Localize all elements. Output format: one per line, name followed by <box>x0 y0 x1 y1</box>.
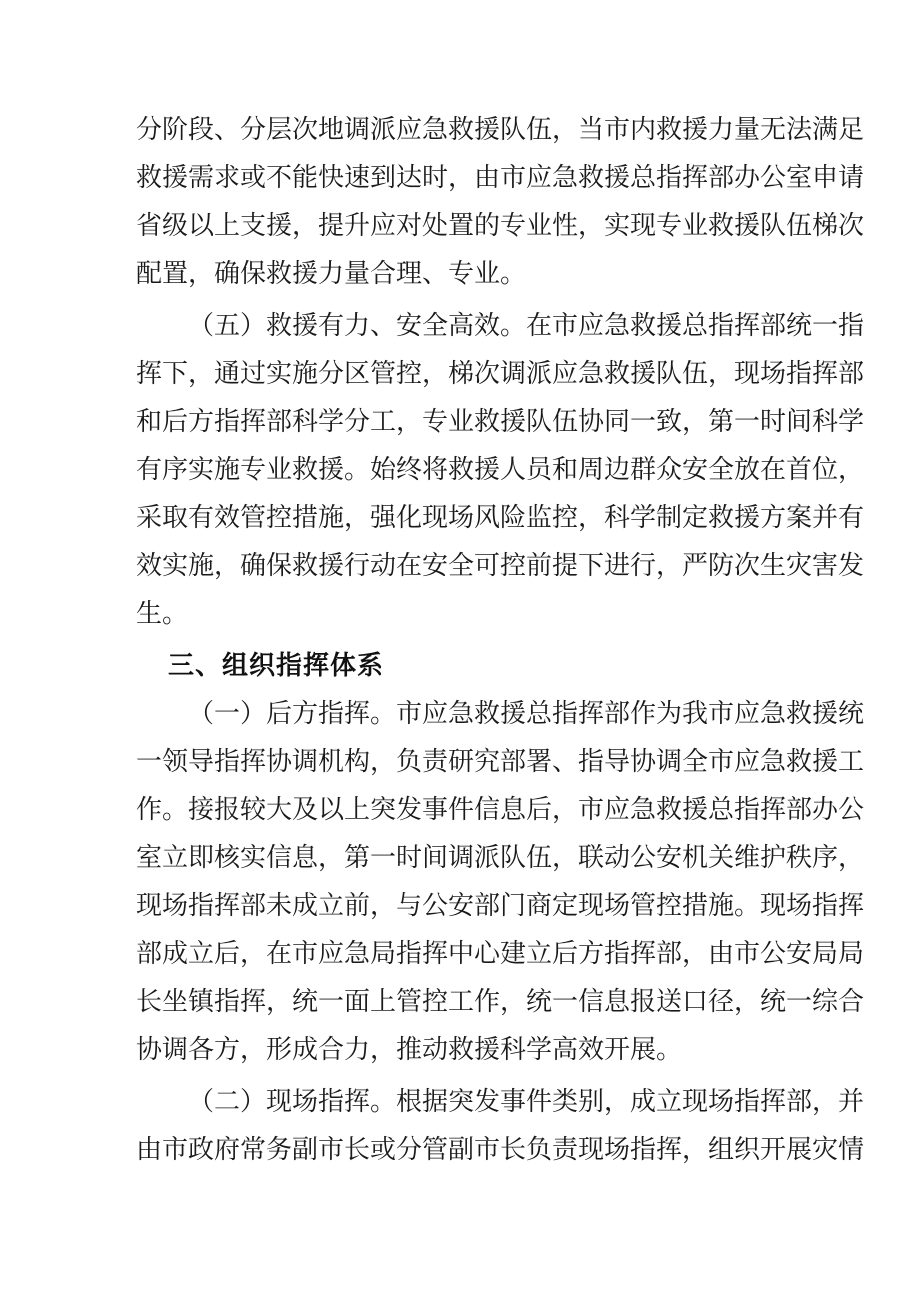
paragraph-1-line-2: 救援需求或不能快速到达时，由市应急救援总指挥部办公室申请 <box>136 163 865 193</box>
paragraph-3-line-1: （一）后方指挥。市应急救援总指挥部作为我市应急救援统 <box>188 699 865 729</box>
paragraph-3-line-5: 现场指挥部未成立前，与公安部门商定现场管控措施。现场指挥 <box>136 891 865 921</box>
paragraph-2-line-4: 有序实施专业救援。始终将救援人员和周边群众安全放在首位， <box>136 455 865 485</box>
paragraph-2-line-5: 采取有效管控措施，强化现场风险监控，科学制定救援方案并有 <box>136 503 865 533</box>
paragraph-2-line-7: 生。 <box>136 599 189 629</box>
paragraph-2-line-2: 挥下，通过实施分区管控，梯次调派应急救援队伍，现场指挥部 <box>136 359 865 389</box>
paragraph-3-line-4: 室立即核实信息，第一时间调派队伍，联动公安机关维护秩序， <box>136 843 865 873</box>
paragraph-3-line-6: 部成立后，在市应急局指挥中心建立后方指挥部，由市公安局局 <box>136 939 865 969</box>
paragraph-1-line-3: 省级以上支援，提升应对处置的专业性，实现专业救援队伍梯次 <box>136 211 865 241</box>
paragraph-1-line-4: 配置，确保救援力量合理、专业。 <box>136 259 527 289</box>
paragraph-1-line-1: 分阶段、分层次地调派应急救援队伍，当市内救援力量无法满足 <box>136 115 865 145</box>
paragraph-3-line-8: 协调各方，形成合力，推动救援科学高效开展。 <box>136 1035 683 1065</box>
paragraph-2-line-6: 效实施，确保救援行动在安全可控前提下进行，严防次生灾害发 <box>136 551 865 581</box>
paragraph-4-line-1: （二）现场指挥。根据突发事件类别，成立现场指挥部，并 <box>188 1087 865 1117</box>
paragraph-3-line-2: 一领导指挥协调机构，负责研究部署、指导协调全市应急救援工 <box>136 747 865 777</box>
paragraph-2-line-3: 和后方指挥部科学分工，专业救援队伍协同一致，第一时间科学 <box>136 407 865 437</box>
paragraph-3-line-7: 长坐镇指挥，统一面上管控工作，统一信息报送口径，统一综合 <box>136 987 865 1017</box>
paragraph-4-line-2: 由市政府常务副市长或分管副市长负责现场指挥，组织开展灾情 <box>136 1135 865 1165</box>
section-heading-3: 三、组织指挥体系 <box>168 651 385 681</box>
paragraph-2-line-1: （五）救援有力、安全高效。在市应急救援总指挥部统一指 <box>188 311 865 341</box>
paragraph-3-line-3: 作。接报较大及以上突发事件信息后，市应急救援总指挥部办公 <box>136 795 865 825</box>
